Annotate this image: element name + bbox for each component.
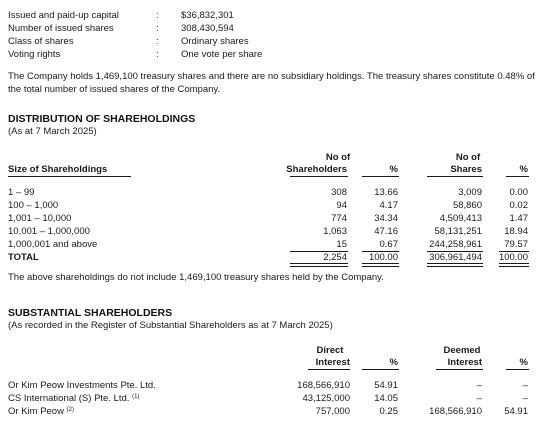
holders-total-double-rule: [290, 263, 348, 267]
pct1-cell: 4.17: [379, 200, 398, 211]
shareholder-name-text: Or Kim Peow Investments Pte. Ltd.: [8, 380, 156, 391]
pct2-total: 100.00: [498, 252, 528, 263]
sub-pct2-header: %: [519, 357, 528, 368]
substantial-title: SUBSTANTIAL SHAREHOLDERS: [8, 307, 173, 319]
size-cell: 1 – 99: [8, 187, 35, 198]
issued-shares-label: Number of issued shares: [8, 23, 114, 34]
pct2-cell: 54.91: [504, 406, 528, 417]
class-label: Class of shares: [8, 36, 74, 47]
shares-total-double-rule: [427, 263, 483, 267]
sub-pct2-header-rule: [506, 369, 529, 370]
pct1-cell: 13.66: [374, 187, 398, 198]
shares-cell: 58,860: [452, 200, 482, 211]
shareholder-name-text: Or Kim Peow: [8, 406, 64, 417]
treasury-note: The Company holds 1,469,100 treasury shares and there are no subsidiary holdings. The treasury shares constitute 0.48% of the total number of issued shares of the Company.: [8, 71, 535, 95]
pct2-total-double-rule: [499, 263, 529, 267]
footnote-marker: (1): [132, 394, 140, 400]
pct2-header: %: [519, 164, 528, 175]
pct2-cell: 0.02: [509, 200, 528, 211]
capital-value: $36,832,301: [181, 10, 234, 21]
shareholder-name-text: CS International (S) Pte. Ltd.: [8, 393, 130, 404]
holders-cell: 1,063: [323, 226, 347, 237]
size-cell: 100 – 1,000: [8, 200, 59, 211]
pct1-header-rule: [362, 176, 399, 177]
direct-cell: 757,000: [315, 406, 350, 417]
shares-cell: 3,009: [458, 187, 482, 198]
holders-cell: 94: [336, 200, 347, 211]
holders-total: 2,254: [323, 252, 347, 263]
size-header-rule: [8, 176, 131, 177]
size-cell: 1,000,001 and above: [8, 239, 98, 250]
voting-separator: :: [156, 49, 159, 60]
direct-cell: 168,566,910: [297, 380, 350, 391]
holders-header-line1: No of: [325, 152, 351, 163]
shares-header-line1: No of: [455, 152, 481, 163]
shares-cell: 4,509,413: [439, 213, 482, 224]
shares-header-rule: [427, 176, 483, 177]
direct-cell: 43,125,000: [302, 393, 350, 404]
pct1-header: %: [389, 164, 398, 175]
deemed-header-line2: Interest: [447, 357, 482, 368]
pct1-total-double-rule: [362, 263, 399, 267]
pct1-cell: 34.34: [374, 213, 398, 224]
shareholder-name: [8, 380, 156, 391]
size-cell: 1,001 – 10,000: [8, 213, 72, 224]
shares-header-line2: Shares: [450, 164, 482, 175]
pct1-cell: 14.05: [374, 393, 398, 404]
capital-separator: :: [156, 10, 159, 21]
deemed-cell: –: [476, 393, 482, 404]
footnote-marker: (2): [66, 407, 74, 413]
holders-header-line2: Shareholders: [286, 164, 347, 175]
pct1-cell: 54.91: [374, 380, 398, 391]
pct1-total: 100.00: [368, 252, 398, 263]
deemed-header-rule: [436, 369, 483, 370]
pct2-cell: 1.47: [509, 213, 528, 224]
holders-cell: 774: [331, 213, 347, 224]
size-header: Size of Shareholdings: [8, 164, 108, 175]
sub-pct1-header-rule: [362, 369, 399, 370]
shares-cell: 244,258,961: [429, 239, 482, 250]
size-cell: 10,001 – 1,000,000: [8, 226, 90, 237]
direct-header-rule: [308, 369, 350, 370]
deemed-cell: 168,566,910: [429, 406, 482, 417]
pct2-cell: –: [522, 380, 528, 391]
shareholder-name: [8, 393, 139, 404]
issued-shares-value: 308,430,594: [181, 23, 234, 34]
pct1-cell: 47.16: [374, 226, 398, 237]
pct1-cell: 0.67: [379, 239, 398, 250]
pct2-cell: 18.94: [504, 226, 528, 237]
shares-cell: 58,131,251: [434, 226, 482, 237]
pct2-cell: 0.00: [509, 187, 528, 198]
pct2-cell: –: [522, 393, 528, 404]
deemed-header-line1: Deemed: [443, 345, 481, 356]
direct-header-line1: Direct: [316, 345, 344, 356]
holders-cell: 15: [336, 239, 347, 250]
direct-header-line2: Interest: [315, 357, 350, 368]
deemed-cell: –: [476, 380, 482, 391]
distribution-subtitle: (As at 7 March 2025): [8, 126, 97, 137]
distribution-note: The above shareholdings do not include 1,469,100 treasury shares held by the Company.: [8, 272, 384, 283]
class-value: Ordinary shares: [181, 36, 249, 47]
holders-header-rule: [290, 176, 348, 177]
capital-label: Issued and paid-up capital: [8, 10, 119, 21]
shares-total: 306,961,494: [429, 252, 482, 263]
voting-value: One vote per share: [181, 49, 263, 60]
holders-cell: 308: [331, 187, 347, 198]
substantial-subtitle: (As recorded in the Register of Substantial Shareholders as at 7 March 2025): [8, 320, 333, 331]
total-label: TOTAL: [8, 252, 39, 263]
voting-label: Voting rights: [8, 49, 61, 60]
sub-pct1-header: %: [389, 357, 398, 368]
issued-shares-separator: :: [156, 23, 159, 34]
shareholder-name: [8, 406, 74, 417]
pct2-cell: 79.57: [504, 239, 528, 250]
pct1-cell: 0.25: [379, 406, 398, 417]
pct2-header-rule: [506, 176, 529, 177]
class-separator: :: [156, 36, 159, 47]
distribution-title: DISTRIBUTION OF SHAREHOLDINGS: [8, 113, 196, 125]
